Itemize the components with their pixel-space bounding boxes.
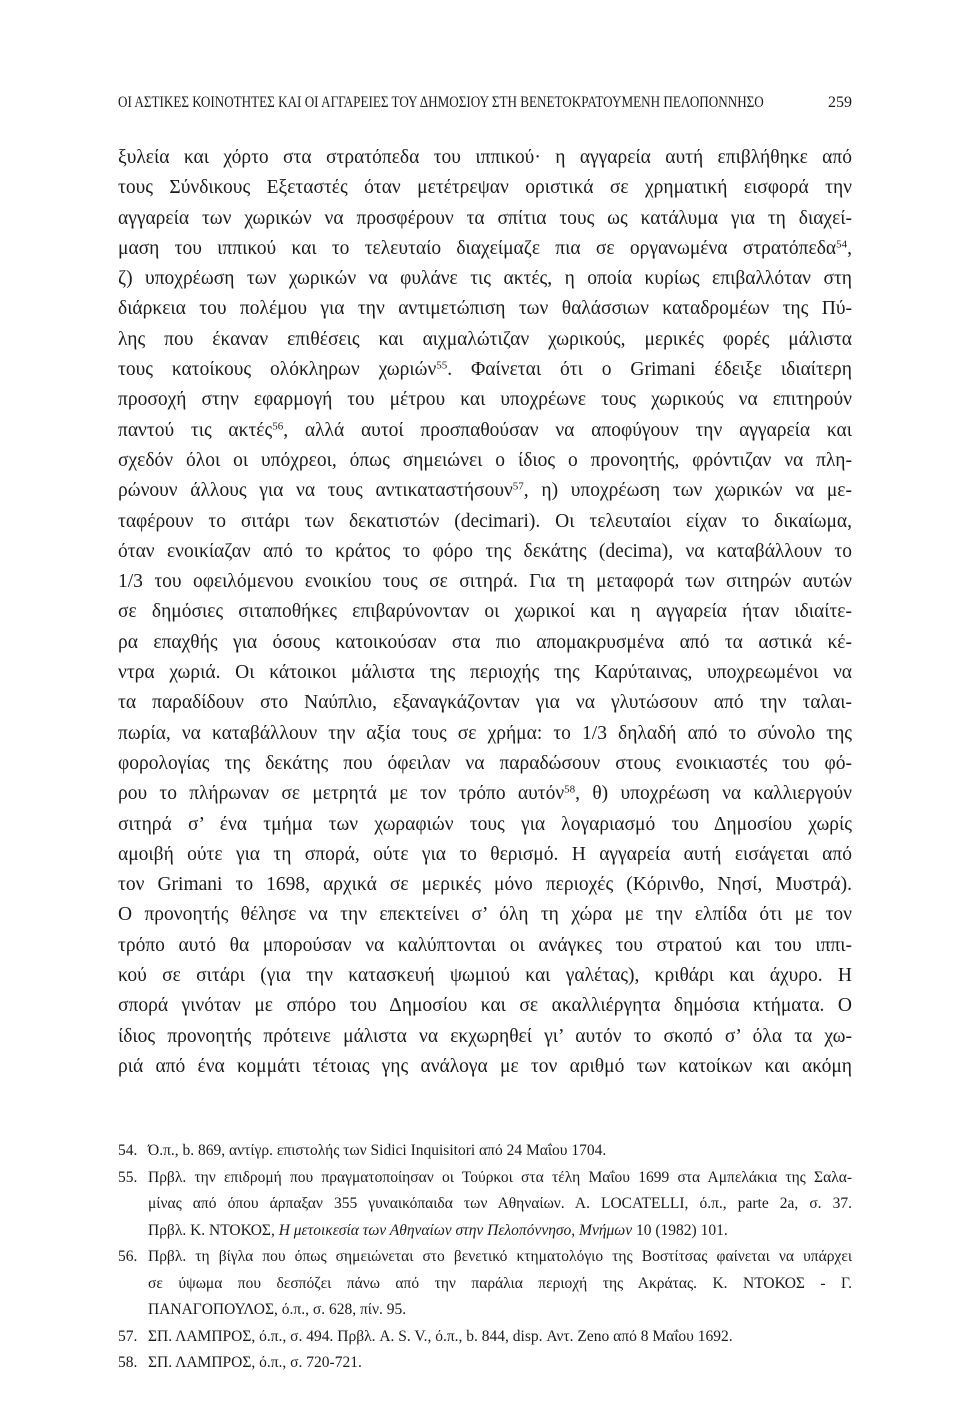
line-text: . Φαίνεται ότι ο Grimani έδειξε ιδιαίτερη — [447, 359, 852, 381]
body-line: αμοιβή ούτε για τη σπορά, ούτε για το θερισμό. Η αγγαρεία αυτή εισάγεται από — [118, 843, 852, 865]
body-line: κού σε σιτάρι (για την κατασκευή ψωμιού και γαλέτας), κριθάρι και άχυρο. Η — [118, 965, 852, 987]
footnote-text — [148, 1244, 852, 1324]
footnote-number: 57. — [118, 1327, 138, 1345]
footnote-line: Ό.π., b. 869, αντίγρ. επιστολής των Sidici Inquisitori από 24 Μαΐου 1704. — [148, 1142, 607, 1159]
line-text: , η) υποχρέωση των χωρικών να με- — [523, 480, 852, 502]
body-line: σχεδόν όλοι οι υπόχρεοι, όπως σημειώνει ο ίδιος ο προνοητής, φρόντιζαν να πλη- — [118, 449, 852, 471]
body-line: τρόπο αυτό θα μπορούσαν να καλύπτονται οι ανάγκες του στρατού και του ιππι- — [118, 934, 852, 956]
body-line: διάρκεια του πολέμου για την αντιμετώπιση των θαλάσσιων καταδρομέων της Πύ- — [118, 298, 852, 320]
footnote-line: Πρβλ. την επιδρομή που πραγματοποίησαν οι Τούρκοι στα τέλη Μαΐου 1699 στα Αμπελάκια της Σαλα- — [148, 1168, 852, 1186]
footnote-56 — [118, 1244, 852, 1324]
citation-separator: , — [571, 1221, 580, 1239]
body-line: σιτηρά σ’ ένα τμήμα των χωραφιών τους για λογαριασμό του Δημοσίου χωρίς — [118, 813, 852, 835]
line-text: , — [847, 237, 852, 259]
page-number: 259 — [828, 94, 852, 111]
body-line: ζ) υποχρέωση των χωρικών να φυλάνε τις ακτές, η οποία κυρίως επιβαλλόταν στη — [118, 268, 852, 290]
line-text: μαση του ιππικού και το τελευταίο διαχείμαζε πια σε οργανωμένα στρατόπεδα — [118, 237, 837, 259]
footnote-line: ΣΠ. ΛΑΜΠΡΟΣ, ό.π., σ. 720-721. — [148, 1354, 362, 1371]
footnote-ref-54: 54 — [836, 238, 848, 251]
footnote-58 — [118, 1350, 852, 1377]
footnote-text — [148, 1350, 852, 1377]
body-line: σπορά γινόταν με σπόρο του Δημοσίου και σε ακαλλιέργητα δημόσια κτήματα. Ο — [118, 995, 852, 1017]
body-line: ίδιος προνοητής πρότεινε μάλιστα να εκχωρηθεί γι’ αυτόν το σκοπό σ’ όλα τα χω- — [118, 1025, 852, 1047]
body-line: ταφέρουν το σιτάρι των δεκατιστών (decimari). Οι τελευταίοι είχαν το δικαίωμα, — [118, 510, 852, 532]
footnote-line: σε ύψωμα που δεσπόζει πάνω από την παράλια περιοχή της Ακράτας. Κ. ΝΤΟΚΟΣ - Γ. — [148, 1274, 852, 1292]
footnote-line: ΣΠ. ΛΑΜΠΡΟΣ, ό.π., σ. 494. Πρβλ. A. S. V., ό.π., b. 844, disp. Αντ. Zeno από 8 Μαΐου 1692. — [148, 1327, 733, 1345]
body-line: αγγαρεία των χωρικών να προσφέρουν τα σπίτια τους ως κατάλυμα για τη διαχεί- — [118, 207, 852, 229]
footnote-text — [148, 1165, 852, 1245]
footnote-number: 58. — [118, 1354, 138, 1371]
body-line: Ο προνοητής θέλησε να την επεκτείνει σ’ όλη τη χώρα με την ελπίδα ότι με τον — [118, 904, 852, 926]
footnote-number: 54. — [118, 1142, 138, 1159]
citation-volume: 10 (1982) 101. — [632, 1221, 728, 1239]
body-line — [118, 416, 852, 446]
footnote-54 — [118, 1138, 852, 1165]
body-line: ριά από ένα κομμάτι τέτοιας γης ανάλογα με τον αριθμό των κατοίκων και ακόμη — [118, 1055, 852, 1077]
footnote-text — [148, 1324, 852, 1351]
footnote-line: μίνας από όπου άρπαξαν 355 γυναικόπαιδα των Αθηναίων. Α. LOCATELLI, ό.π., parte 2a, σ. 37. — [148, 1195, 852, 1212]
footnote-ref-56: 56 — [272, 420, 284, 433]
body-text — [118, 143, 852, 1082]
citation-author: Πρβλ. Κ. ΝΤΟΚΟΣ, — [148, 1221, 279, 1239]
body-line: πωρία, να καταβάλλουν την αξία τους σε χρήμα: το 1/3 δηλαδή από το σύνολο της — [118, 722, 852, 744]
line-text: , θ) υποχρέωση να καλλιεργούν — [575, 783, 852, 805]
body-line: ντρα χωριά. Οι κάτοικοι μάλιστα της περιοχής της Καρύταινας, υποχρεωμένοι να — [118, 662, 852, 684]
body-line — [118, 355, 852, 385]
footnote-line: ΠΑΝΑΓΟΠΟΥΛΟΣ, ό.π., σ. 628, πίν. 95. — [148, 1301, 407, 1318]
line-text: ρου το πλήρωναν σε μετρητά με τον τρόπο αυτόν — [118, 783, 565, 805]
footnote-ref-55: 55 — [436, 359, 448, 372]
footnotes — [118, 1138, 852, 1377]
footnote-text — [148, 1138, 852, 1165]
footnote-line: Πρβλ. τη βίγλα που όπως σημειώνεται στο βενετικό κτηματολόγιο της Βοστίτσας φαίνεται να υπάρχει — [148, 1248, 852, 1265]
body-line: προσοχή στην εφαρμογή του μέτρου και υποχρέωνε τους χωρικούς να επιτηρούν — [118, 389, 852, 411]
body-line: τα παραδίδουν στο Ναύπλιο, εξαναγκάζονταν για να γλυτώσουν από την ταλαι- — [118, 692, 852, 714]
line-text: ρώνουν άλλους για να τους αντικαταστήσουν — [118, 480, 513, 502]
body-line: ρα επαχθής για όσους κατοικούσαν στα πιο απομακρυσμένα από τα αστικά κέ- — [118, 631, 852, 653]
footnote-55 — [118, 1165, 852, 1245]
footnote-ref-58: 58 — [564, 783, 576, 796]
body-line: φορολογίας της δεκάτης που όφειλαν να παραδώσουν στους ενοικιαστές του φό- — [118, 752, 852, 774]
body-line — [118, 476, 852, 506]
body-line: τους Σύνδικους Εξεταστές όταν μετέτρεψαν οριστικά σε χρηματική εισφορά την — [118, 177, 852, 199]
citation-journal: Μνήμων — [579, 1221, 633, 1239]
body-line: ξυλεία και χόρτο στα στρατόπεδα του ιππικού· η αγγαρεία αυτή επιβλήθηκε από — [118, 147, 852, 168]
running-head — [118, 92, 852, 114]
line-text: τους κατοίκους ολόκληρων χωριών — [118, 359, 437, 381]
footnote-number: 55. — [118, 1168, 138, 1186]
citation-title: Η μετοικεσία των Αθηναίων στην Πελοπόννησο — [278, 1221, 572, 1239]
body-line: 1/3 του οφειλόμενου ενοικίου τους σε σιτηρά. Για τη μεταφορά των σιτηρών αυτών — [118, 571, 852, 593]
footnote-number: 56. — [118, 1248, 138, 1265]
body-line — [118, 779, 852, 809]
body-line: λης που έκαναν επιθέσεις και αιχμαλώτιζαν χωρικούς, μερικές φορές μάλιστα — [118, 328, 852, 350]
footnote-57 — [118, 1324, 852, 1351]
body-line — [118, 234, 852, 264]
body-line: σε δημόσιες σιταποθήκες επιβαρύνονταν οι χωρικοί και η αγγαρεία ήταν ιδιαίτε- — [118, 601, 852, 623]
line-text: παντού τις ακτές — [118, 419, 273, 441]
body-line: τον Grimani το 1698, αρχικά σε μερικές μόνο περιοχές (Κόρινθο, Νησί, Μυστρά). — [118, 874, 852, 896]
running-head-title: ΟΙ ΑΣΤΙΚΕΣ ΚΟΙΝΟΤΗΤΕΣ ΚΑΙ ΟΙ ΑΓΓΑΡΕΙΕΣ ΤΟΥ ΔΗΜΟΣΙΟΥ ΣΤΗ ΒΕΝΕΤΟΚΡΑΤΟΥΜΕΝΗ ΠΕΛΟΠΟΝΝΗΣΟ — [118, 94, 764, 111]
body-line: όταν ενοικίαζαν από το κράτος το φόρο της δεκάτης (decima), να καταβάλλουν το — [118, 540, 852, 562]
line-text: , αλλά αυτοί προσπαθούσαν να αποφύγουν την αγγαρεία και — [283, 419, 852, 441]
footnote-line — [148, 1218, 852, 1245]
footnote-ref-57: 57 — [512, 480, 524, 493]
